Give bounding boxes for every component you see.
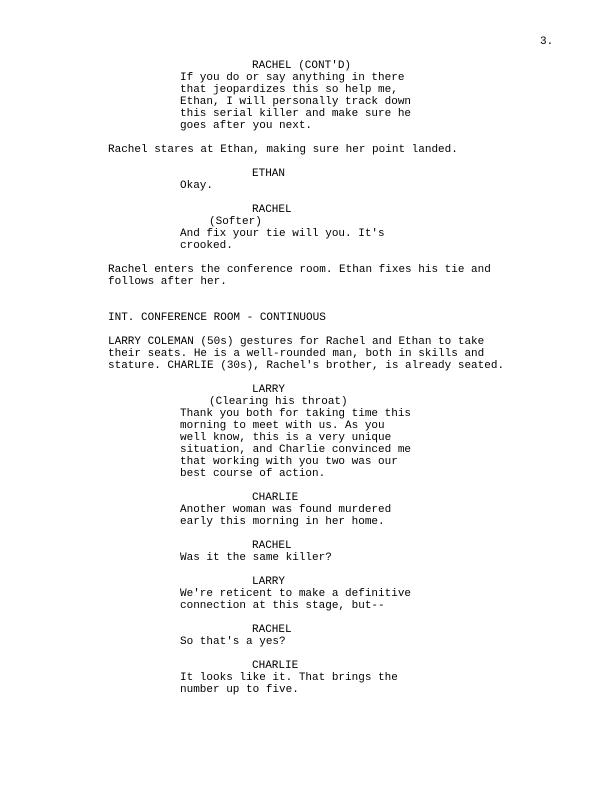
dialogue: [180, 588, 411, 612]
character-name: CHARLIE: [252, 492, 299, 504]
dialogue-line: early this morning in her home.: [180, 516, 385, 528]
dialogue-line: number up to five.: [180, 684, 299, 696]
scene-heading: INT. CONFERENCE ROOM - CONTINUOUS: [108, 312, 326, 324]
dialogue: [180, 504, 391, 528]
dialogue-line: Ethan, I will personally track down: [180, 96, 412, 108]
action-line: follows after her.: [108, 276, 227, 288]
character-name: CHARLIE: [252, 660, 299, 672]
dialogue-line: And fix your tie will you. It's: [180, 228, 385, 240]
page-number: 3.: [540, 36, 554, 48]
character-name: RACHEL: [252, 204, 292, 216]
action: [108, 336, 504, 372]
dialogue-line: connection at this stage, but--: [180, 600, 385, 612]
action-line: Rachel stares at Ethan, making sure her point landed.: [108, 144, 458, 156]
character-name: RACHEL (CONT'D): [252, 60, 352, 72]
dialogue-line: this serial killer and make sure he: [180, 108, 412, 120]
character-name: ETHAN: [252, 168, 286, 180]
dialogue-line: well know, this is a very unique: [180, 432, 392, 444]
character-name: LARRY: [252, 384, 286, 396]
dialogue-line: Another woman was found murdered: [180, 504, 392, 516]
dialogue-line: best course of action.: [180, 468, 326, 480]
dialogue-line: Okay.: [180, 180, 214, 192]
action-line: stature. CHARLIE (30s), Rachel's brother, is already seated.: [108, 360, 505, 372]
dialogue-line: situation, and Charlie convinced me: [180, 444, 412, 456]
dialogue-line: morning to meet with us. As you: [180, 420, 385, 432]
dialogue-line: goes after you next.: [180, 120, 313, 132]
dialogue-line: It looks like it. That brings the: [180, 672, 398, 684]
character-name: LARRY: [252, 576, 286, 588]
action-line: LARRY COLEMAN (50s) gestures for Rachel and Ethan to take: [108, 336, 485, 348]
parenthetical: (Clearing his throat): [209, 396, 348, 408]
character-name: RACHEL: [252, 624, 292, 636]
dialogue-line: If you do or say anything in there: [180, 72, 405, 84]
dialogue-line: that working with you two was our: [180, 456, 398, 468]
action-line: their seats. He is a well-rounded man, both in skills and: [108, 348, 485, 360]
character-name: RACHEL: [252, 540, 292, 552]
action: [108, 264, 491, 288]
dialogue-line: Was it the same killer?: [180, 552, 332, 564]
dialogue-line: We're reticent to make a definitive: [180, 588, 412, 600]
dialogue-line: So that's a yes?: [180, 636, 286, 648]
dialogue-line: that jeopardizes this so help me,: [180, 84, 398, 96]
dialogue-line: Thank you both for taking time this: [180, 408, 412, 420]
dialogue: [180, 408, 411, 480]
dialogue: [180, 672, 398, 696]
dialogue-line: crooked.: [180, 240, 233, 252]
dialogue: [180, 72, 411, 132]
action-line: Rachel enters the conference room. Ethan fixes his tie and: [108, 264, 491, 276]
dialogue: [180, 228, 385, 252]
parenthetical: (Softer): [209, 216, 262, 228]
